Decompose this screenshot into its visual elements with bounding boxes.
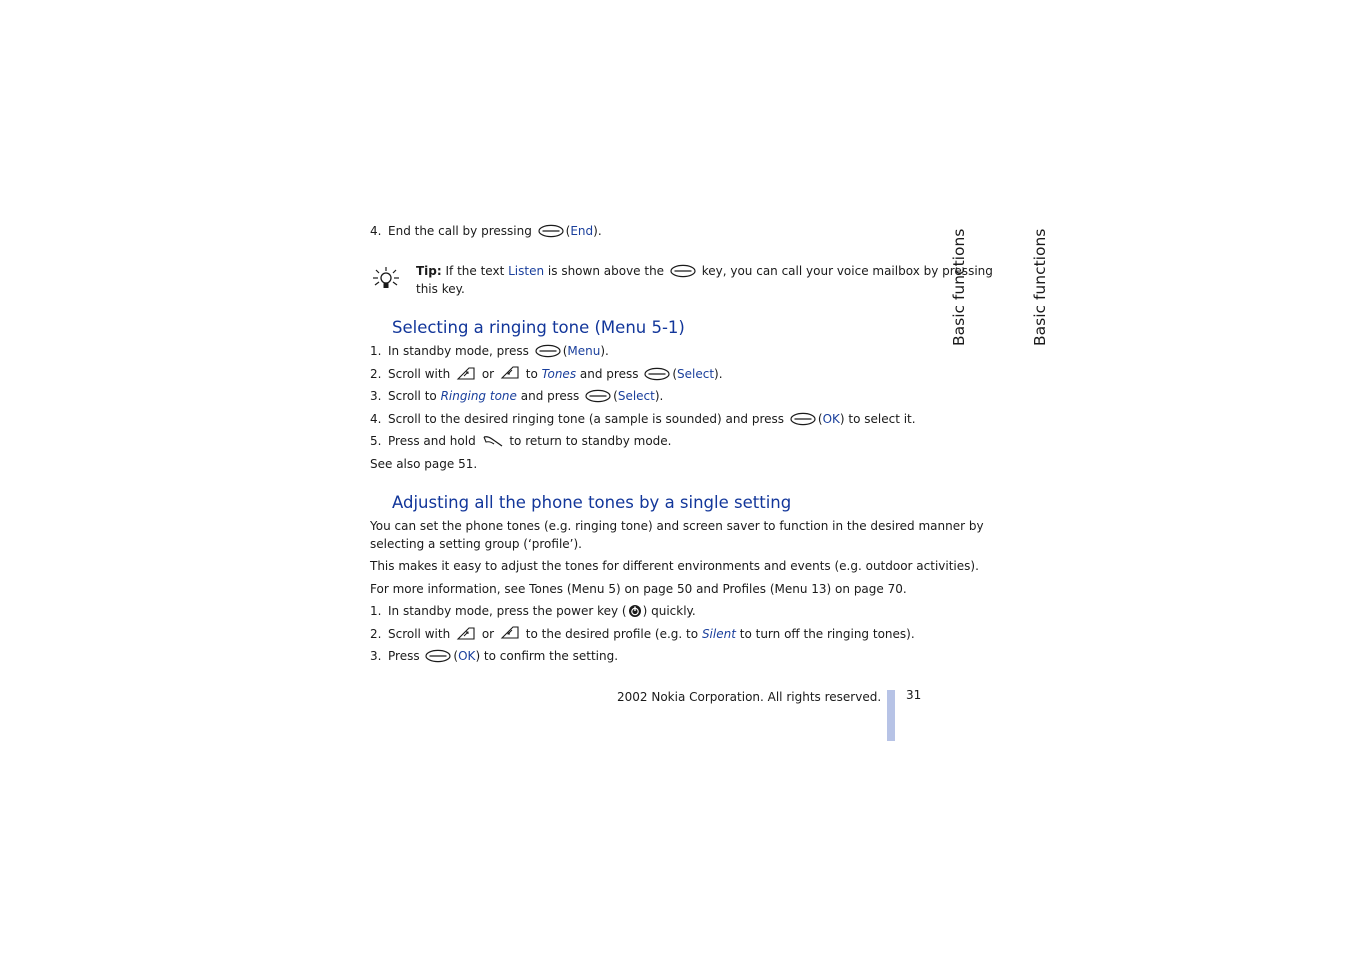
power-key-icon: [628, 604, 642, 618]
side-tab-basic-functions: Basic functions: [950, 228, 968, 346]
scroll-down-key-icon: [500, 625, 520, 641]
step-text: End the call by pressing (End).: [388, 224, 602, 238]
paragraph: For more information, see Tones (Menu 5) on page 50 and Profiles (Menu 13) on page 70.: [370, 582, 907, 596]
ringing-tone-menu-name: Ringing tone: [440, 389, 517, 403]
selection-key-icon: [585, 389, 611, 403]
select-keyword: Select: [617, 389, 655, 403]
ok-keyword: OK: [458, 649, 476, 663]
step-number: 4.: [370, 224, 382, 238]
page-number: 31: [906, 688, 922, 702]
tip-line-1: Tip: If the text Listen is shown above the key, you can call your voice mailbox by pressing: [416, 264, 993, 278]
select-keyword: Select: [677, 367, 715, 381]
selection-key-icon: [535, 344, 561, 358]
listen-keyword: Listen: [508, 264, 545, 278]
ok-keyword: OK: [822, 412, 840, 426]
section-heading-ringing-tone: Selecting a ringing tone (Menu 5-1): [392, 318, 685, 337]
scroll-up-key-icon: [456, 365, 476, 381]
selection-key-icon: [790, 412, 816, 426]
selection-key-icon: [538, 224, 564, 238]
see-also-text: See also page 51.: [370, 457, 478, 471]
tip-line-2: this key.: [416, 282, 465, 296]
tones-menu-name: Tones: [541, 367, 577, 381]
selection-key-icon: [425, 649, 451, 663]
selection-key-icon: [644, 367, 670, 381]
copyright-text: 2002 Nokia Corporation. All rights reserved.: [617, 690, 882, 704]
end-key-icon: [482, 434, 504, 448]
scroll-down-key-icon: [500, 365, 520, 381]
scroll-up-key-icon: [456, 625, 476, 641]
end-keyword: End: [570, 224, 594, 238]
tip-lightbulb-icon: [372, 266, 400, 294]
paragraph: This makes it easy to adjust the tones for different environments and events (e.g. outdoor activities).: [370, 559, 979, 573]
silent-profile-name: Silent: [701, 627, 736, 641]
side-tab-basic-functions: Basic functions: [1031, 228, 1049, 346]
section-heading-adjusting-tones: Adjusting all the phone tones by a single setting: [392, 493, 792, 512]
menu-keyword: Menu: [567, 344, 601, 358]
paragraph: selecting a setting group (‘profile’).: [370, 537, 582, 551]
paragraph: You can set the phone tones (e.g. ringing tone) and screen saver to function in the desired manner by: [370, 519, 984, 533]
page-marker-bar: [887, 690, 895, 741]
selection-key-icon: [670, 264, 696, 278]
